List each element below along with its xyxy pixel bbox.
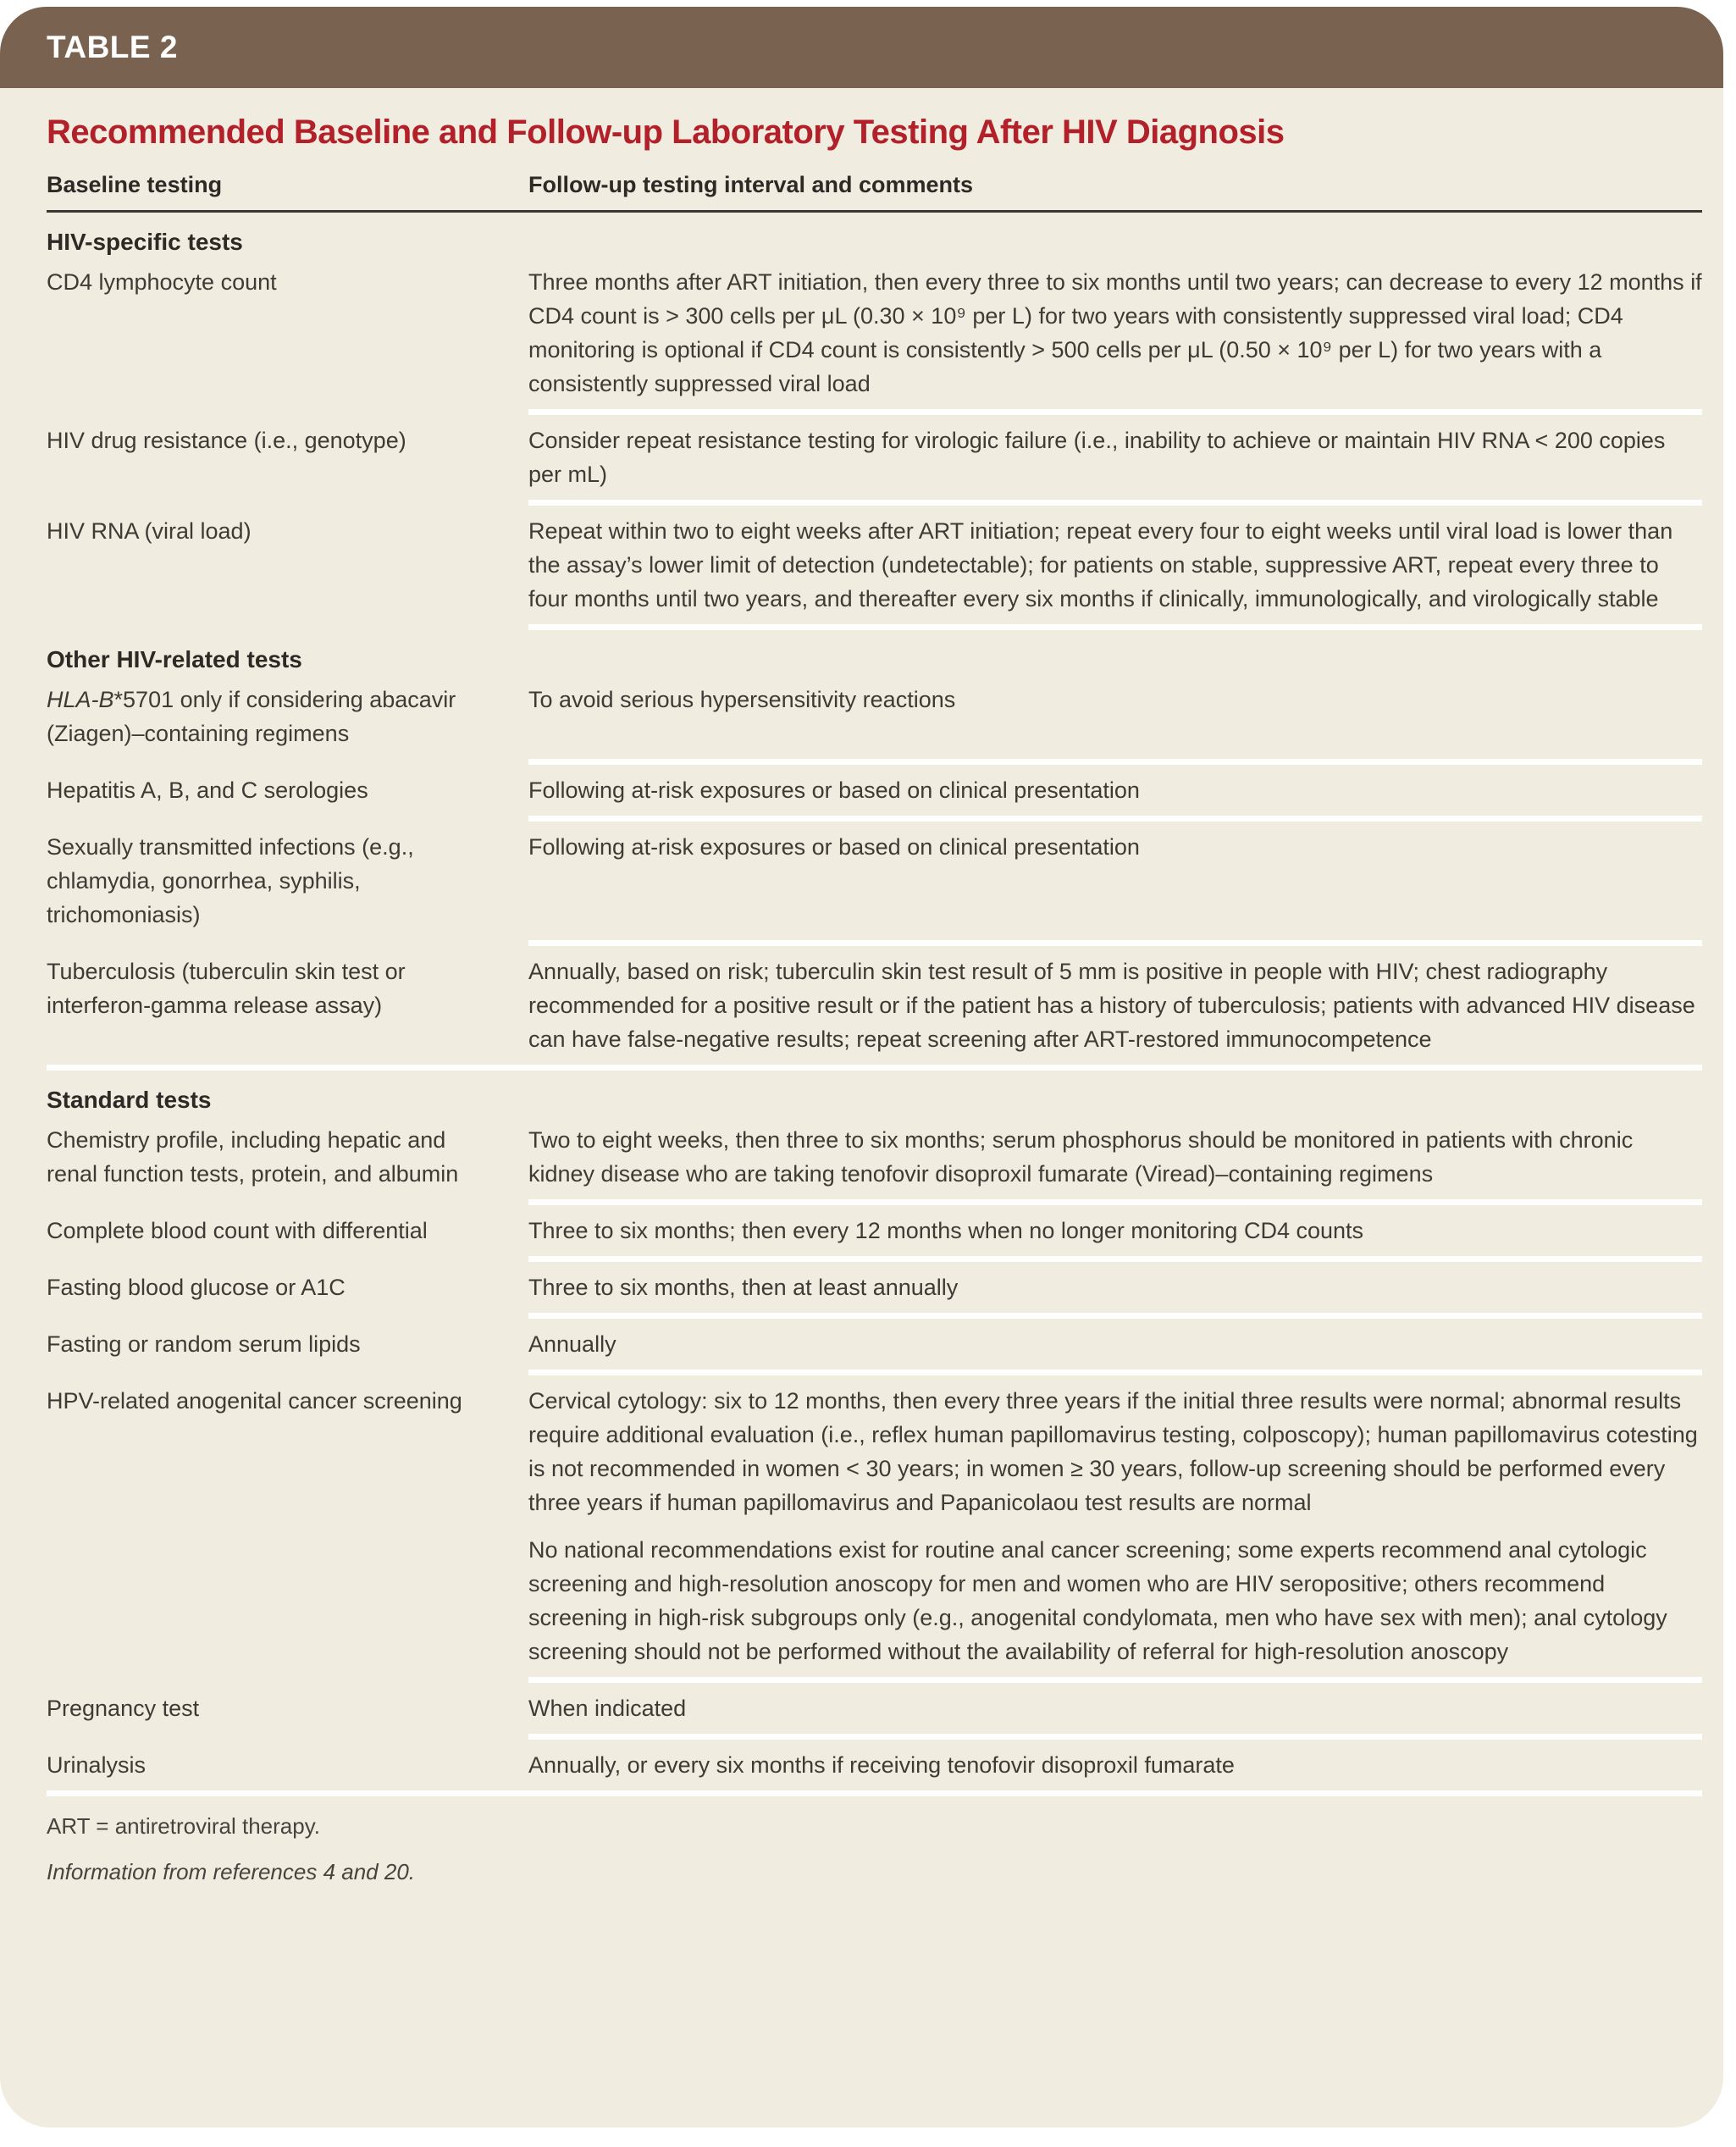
baseline-test-cell: Urinalysis — [47, 1752, 147, 1778]
baseline-test-cell: HIV drug resistance (i.e., genotype) — [47, 428, 406, 453]
table-panel — [0, 7, 1723, 2128]
followup-comment-cell — [528, 1691, 1702, 1725]
gene-name-italic: HLA-B — [47, 687, 114, 712]
section-heading: Other HIV-related tests — [47, 646, 302, 672]
section-hiv-specific-tests — [47, 228, 1702, 630]
section-divider — [47, 1790, 1702, 1796]
comment-text: When indicated — [528, 1696, 687, 1721]
comment-text: Three months after ART initiation, then every three to six months until two years; can decrease to every 12 months if CD4 count is > 300 cells per μL (0.30 × 10⁹ per L) for two years with consistently suppressed viral load; CD4 monitoring is optional if CD4 count is consistently > 500 cells per μL (0.50 × 10⁹ per L) for two years with a consistently suppressed viral load — [528, 269, 1702, 396]
followup-comment-cell — [528, 514, 1702, 616]
row-divider — [528, 1370, 1702, 1375]
comment-text: Two to eight weeks, then three to six months; serum phosphorus should be monitored in patients with chronic kidney disease who are taking tenofovir disoproxil fumarate (Viread)–containing regimens — [528, 1127, 1634, 1187]
comment-text: To avoid serious hypersensitivity reactions — [528, 687, 956, 712]
followup-comment-cell — [528, 830, 1702, 932]
section-other-hiv-related-tests — [47, 645, 1702, 1071]
followup-comment-cell — [528, 955, 1702, 1056]
row-divider — [528, 940, 1702, 946]
baseline-test-cell: Fasting blood glucose or A1C — [47, 1275, 346, 1300]
row-divider — [528, 1313, 1702, 1319]
abbreviation-note: ART = antiretroviral therapy. — [47, 1813, 320, 1839]
baseline-test-cell: Fasting or random serum lipids — [47, 1331, 361, 1357]
baseline-test-cell: Tuberculosis (tuberculin skin test or interferon-gamma release assay) — [47, 959, 406, 1018]
footnotes — [47, 1812, 1702, 1886]
table-row — [47, 765, 1702, 816]
baseline-test-cell: Sexually transmitted infections (e.g., chlamydia, gonorrhea, syphilis, trichomoniasis) — [47, 834, 414, 927]
table-row — [47, 1375, 1702, 1677]
followup-comment-cell — [528, 1123, 1702, 1191]
row-divider — [528, 409, 1702, 415]
table-row — [47, 1205, 1702, 1256]
comment-text: Consider repeat resistance testing for virologic failure (i.e., inability to achieve or maintain HIV RNA < 200 copies per mL) — [528, 428, 1666, 487]
table-row — [47, 1262, 1702, 1313]
baseline-test-cell: HPV-related anogenital cancer screening — [47, 1388, 462, 1414]
table-row — [47, 822, 1702, 940]
table-row — [47, 946, 1702, 1065]
table-header-bar — [0, 7, 1723, 88]
baseline-test-cell — [47, 683, 528, 750]
followup-comment-cell — [528, 1384, 1702, 1668]
table-row — [47, 1319, 1702, 1370]
baseline-test-cell: Chemistry profile, including hepatic and renal function tests, protein, and albumin — [47, 1127, 459, 1187]
table-title: Recommended Baseline and Follow-up Laboratory Testing After HIV Diagnosis — [47, 113, 1285, 151]
table-row — [47, 506, 1702, 624]
comment-text: Following at-risk exposures or based on clinical presentation — [528, 834, 1140, 860]
row-divider — [528, 500, 1702, 506]
row-divider — [528, 816, 1702, 822]
source-note: Information from references 4 and 20. — [47, 1859, 416, 1884]
followup-comment-cell — [528, 423, 1702, 491]
section-divider — [47, 1065, 1702, 1071]
table-body-panel — [0, 88, 1723, 2128]
row-divider — [528, 624, 1702, 630]
followup-comment-cell — [528, 1327, 1702, 1361]
baseline-test-cell: Hepatitis A, B, and C serologies — [47, 777, 368, 803]
column-header-row — [47, 172, 1702, 198]
comment-text: Annually, or every six months if receiving tenofovir disoproxil fumarate — [528, 1752, 1235, 1778]
comment-text: Three to six months, then at least annually — [528, 1275, 959, 1300]
comment-text-2: No national recommendations exist for routine anal cancer screening; some experts recommend anal cytologic screening and high-resolution anoscopy for men and women who are HIV seropositive; others recommend screening in high-risk subgroups only (e.g., anogenital condylomata, men who have sex with men); anal cytology screening should not be performed without the availability of referral for high-resolution anoscopy — [528, 1537, 1667, 1664]
baseline-test-cell: Complete blood count with differential — [47, 1218, 428, 1243]
comment-text: Three to six months; then every 12 months when no longer monitoring CD4 counts — [528, 1218, 1364, 1243]
followup-comment-cell — [528, 773, 1702, 807]
row-divider — [528, 1677, 1702, 1683]
baseline-test-cell: HIV RNA (viral load) — [47, 518, 252, 544]
section-heading: Standard tests — [47, 1087, 212, 1113]
column-header-followup: Follow-up testing interval and comments — [528, 172, 974, 197]
row-divider — [528, 1199, 1702, 1205]
table-number-label: TABLE 2 — [47, 30, 178, 64]
comment-text: Annually — [528, 1331, 616, 1357]
baseline-test-cell: CD4 lymphocyte count — [47, 269, 277, 295]
table-row — [47, 1115, 1702, 1199]
comment-text: Cervical cytology: six to 12 months, then every three years if the initial three results were normal; abnormal results require additional evaluation (i.e., reflex human papillomavirus testing, colposcopy); human papillomavirus cotesting is not recommended in women < 30 years; in women ≥ 30 years, follow-up screening should be performed every three years if human papillomavirus and Papanicolaou test results are normal — [528, 1388, 1698, 1515]
section-standard-tests — [47, 1086, 1702, 1796]
table-row — [47, 257, 1702, 409]
followup-comment-cell — [528, 1748, 1702, 1782]
followup-comment-cell — [528, 265, 1702, 401]
followup-comment-cell — [528, 683, 1702, 750]
row-divider — [528, 759, 1702, 765]
baseline-test-cell: Pregnancy test — [47, 1696, 200, 1721]
table-row — [47, 674, 1702, 759]
row-divider — [528, 1734, 1702, 1740]
comment-text: Annually, based on risk; tuberculin skin test result of 5 mm is positive in people with HIV; chest radiography recommended for a positive result or if the patient has a history of tuberculosis; patients with advanced HIV disease can have false-negative results; repeat screening after ART-restored immunocompetence — [528, 959, 1695, 1052]
table-row — [47, 1683, 1702, 1734]
table-row — [47, 415, 1702, 500]
section-heading: HIV-specific tests — [47, 229, 243, 255]
header-rule — [47, 210, 1702, 213]
table-row — [47, 1740, 1702, 1790]
row-divider — [528, 1256, 1702, 1262]
followup-comment-cell — [528, 1214, 1702, 1248]
comment-text: Following at-risk exposures or based on clinical presentation — [528, 777, 1140, 803]
column-header-baseline: Baseline testing — [47, 172, 223, 197]
comment-text: Repeat within two to eight weeks after ART initiation; repeat every four to eight weeks until viral load is lower than the assay’s lower limit of detection (undetectable); for patients on stable, suppressive ART, repeat every three to four months until two years, and thereafter every six months if clinically, immunologically, and virologically stable — [528, 518, 1673, 611]
test-label-rest: *5701 only if considering abacavir (Ziagen)–containing regimens — [47, 687, 456, 746]
followup-comment-cell — [528, 1270, 1702, 1304]
